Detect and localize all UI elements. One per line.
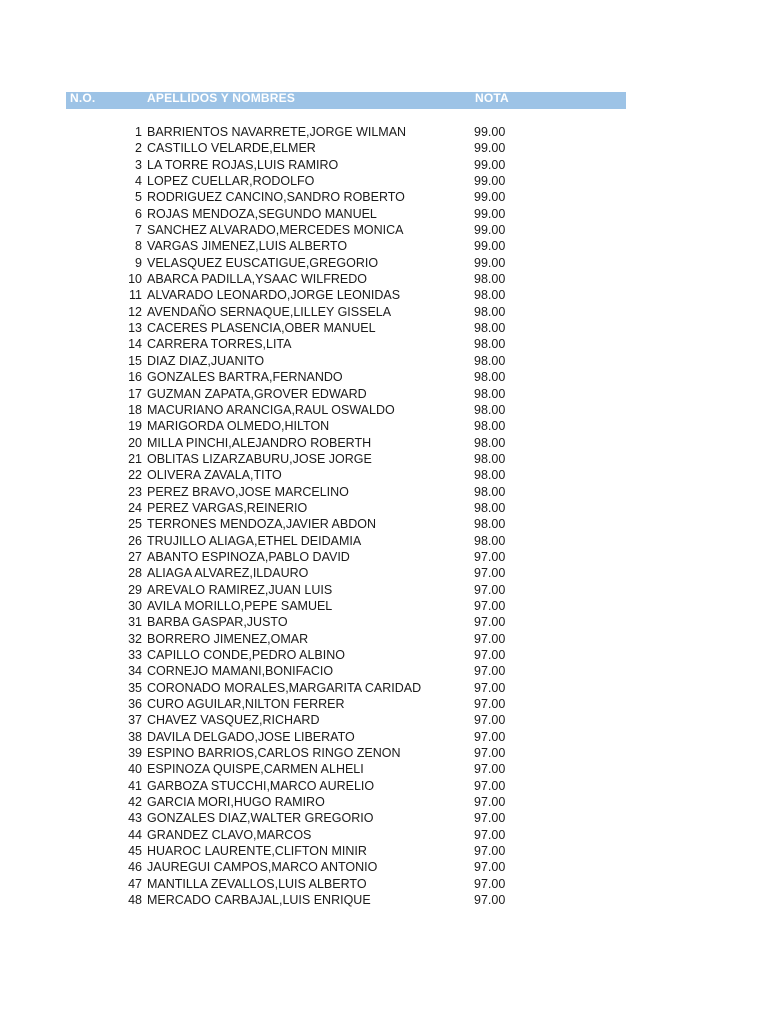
table-row: [0, 663, 768, 679]
student-name: ALIAGA ALVAREZ,ILDAURO: [147, 566, 309, 581]
student-grade: 97.00: [474, 648, 506, 662]
row-number: 23: [128, 484, 142, 499]
row-number: 1: [135, 125, 142, 139]
row-number: 22: [128, 468, 142, 483]
table-row: [0, 794, 768, 810]
table-row: [0, 271, 768, 287]
row-number: 39: [128, 746, 142, 761]
header-name: APELLIDOS Y NOMBRES: [147, 91, 296, 105]
student-grade: 97.00: [474, 844, 506, 859]
student-grade: 97.00: [474, 664, 506, 679]
student-grade: 98.00: [474, 500, 506, 515]
table-row: [0, 598, 768, 614]
student-grade: 98.00: [474, 419, 506, 434]
table-row: [0, 189, 768, 205]
student-grade: 99.00: [474, 141, 506, 156]
table-row: [0, 516, 768, 532]
student-name: OBLITAS LIZARZABURU,JOSE JORGE: [147, 451, 372, 466]
table-row: [0, 631, 768, 647]
student-grade: 97.00: [474, 713, 506, 728]
student-name: CORONADO MORALES,MARGARITA CARIDAD: [147, 680, 422, 695]
table-row: [0, 827, 768, 843]
table-row: [0, 582, 768, 598]
row-number: 16: [128, 370, 142, 385]
student-grade: 97.00: [474, 697, 506, 712]
row-number: 15: [128, 353, 142, 368]
row-number: 45: [128, 844, 142, 859]
student-grade: 97.00: [474, 795, 506, 810]
table-row: [0, 712, 768, 728]
student-grade: 99.00: [474, 157, 506, 172]
row-number: 38: [128, 729, 142, 744]
row-number: 21: [128, 451, 142, 466]
student-grade: 97.00: [474, 860, 506, 875]
row-number: 7: [135, 223, 142, 238]
table-row: [0, 336, 768, 352]
table-row: [0, 859, 768, 875]
table-row: [0, 418, 768, 434]
row-number: 12: [128, 304, 142, 319]
student-name: BARRIENTOS NAVARRETE,JORGE WILMAN: [147, 125, 407, 139]
student-grade: 98.00: [474, 288, 506, 303]
row-number: 36: [128, 697, 142, 712]
student-name: GARBOZA STUCCHI,MARCO AURELIO: [147, 778, 375, 793]
student-name: TERRONES MENDOZA,JAVIER ABDON: [147, 517, 376, 532]
row-number: 9: [135, 255, 142, 270]
student-grade: 98.00: [474, 370, 506, 385]
student-name: CAPILLO CONDE,PEDRO ALBINO: [147, 648, 345, 662]
row-number: 6: [135, 206, 142, 221]
student-grade: 97.00: [474, 549, 506, 564]
student-name: GONZALES DIAZ,WALTER GREGORIO: [147, 811, 374, 826]
student-grade: 98.00: [474, 484, 506, 499]
student-grade: 97.00: [474, 778, 506, 793]
student-grade: 97.00: [474, 631, 506, 646]
student-name: HUAROC LAURENTE,CLIFTON MINIR: [147, 844, 367, 859]
student-name: CURO AGUILAR,NILTON FERRER: [147, 697, 345, 712]
table-row: [0, 696, 768, 712]
table-row: [0, 124, 768, 140]
row-number: 19: [128, 419, 142, 434]
table-row: [0, 549, 768, 565]
student-grade: 98.00: [474, 353, 506, 368]
table-row: [0, 680, 768, 696]
student-name: AVENDAÑO SERNAQUE,LILLEY GISSELA: [147, 304, 392, 319]
student-grade: 98.00: [474, 321, 506, 336]
row-number: 48: [128, 893, 142, 908]
row-number: 41: [128, 778, 142, 793]
student-name: MILLA PINCHI,ALEJANDRO ROBERTH: [147, 435, 372, 450]
row-number: 18: [128, 402, 142, 417]
student-name: LOPEZ CUELLAR,RODOLFO: [147, 174, 315, 189]
student-name: MACURIANO ARANCIGA,RAUL OSWALDO: [147, 402, 395, 417]
student-name: ALVARADO LEONARDO,JORGE LEONIDAS: [147, 288, 401, 303]
student-name: CASTILLO VELARDE,ELMER: [147, 141, 316, 156]
student-name: ABARCA PADILLA,YSAAC WILFREDO: [147, 272, 367, 287]
row-number: 33: [128, 648, 142, 662]
table-row: [0, 533, 768, 549]
table-row: [0, 614, 768, 630]
row-number: 5: [135, 190, 142, 205]
row-number: 27: [128, 549, 142, 564]
table-row: [0, 745, 768, 761]
student-grade: 98.00: [474, 337, 506, 352]
table-row: [0, 451, 768, 467]
row-number: 32: [128, 631, 142, 646]
student-grade: 98.00: [474, 386, 506, 401]
row-number: 26: [128, 533, 142, 548]
student-name: ROJAS MENDOZA,SEGUNDO MANUEL: [147, 206, 377, 221]
student-grade: 97.00: [474, 615, 506, 630]
student-name: CARRERA TORRES,LITA: [147, 337, 292, 352]
row-number: 20: [128, 435, 142, 450]
row-number: 11: [129, 288, 142, 303]
row-number: 44: [128, 827, 142, 842]
student-name: ABANTO ESPINOZA,PABLO DAVID: [147, 549, 350, 564]
student-name: PEREZ BRAVO,JOSE MARCELINO: [147, 484, 349, 499]
table-row: [0, 320, 768, 336]
student-grade: 98.00: [474, 468, 506, 483]
table-row: [0, 467, 768, 483]
table-row: [0, 484, 768, 500]
student-grade: 98.00: [474, 402, 506, 417]
student-name: BARBA GASPAR,JUSTO: [147, 615, 288, 630]
student-name: OLIVERA ZAVALA,TITO: [147, 468, 282, 483]
row-number: 35: [128, 680, 142, 695]
student-name: MERCADO CARBAJAL,LUIS ENRIQUE: [147, 893, 371, 908]
student-name: ESPINO BARRIOS,CARLOS RINGO ZENON: [147, 746, 401, 761]
table-row: [0, 140, 768, 156]
table-row: [0, 843, 768, 859]
student-grade: 98.00: [474, 533, 506, 548]
table-row: [0, 287, 768, 303]
row-number: 25: [128, 517, 142, 532]
row-number: 2: [135, 141, 142, 156]
student-grade: 97.00: [474, 729, 506, 744]
student-grade: 99.00: [474, 190, 506, 205]
row-number: 40: [128, 762, 142, 777]
row-number: 8: [135, 239, 142, 254]
table-row: [0, 892, 768, 908]
row-number: 42: [128, 795, 142, 810]
row-number: 37: [128, 713, 142, 728]
table-row: [0, 402, 768, 418]
student-grade: 99.00: [474, 255, 506, 270]
table-row: [0, 435, 768, 451]
student-grade: 99.00: [474, 174, 506, 189]
row-number: 47: [128, 876, 142, 891]
row-number: 29: [128, 582, 142, 597]
table-row: [0, 565, 768, 581]
student-grade: 99.00: [474, 125, 506, 139]
table-row: [0, 500, 768, 516]
table-row: [0, 222, 768, 238]
student-name: VELASQUEZ EUSCATIGUE,GREGORIO: [147, 255, 379, 270]
table-row: [0, 761, 768, 777]
table-row: [0, 238, 768, 254]
student-grade: 98.00: [474, 451, 506, 466]
student-name: MARIGORDA OLMEDO,HILTON: [147, 419, 330, 434]
table-row: [0, 729, 768, 745]
student-grade: 97.00: [474, 893, 506, 908]
table-row: [0, 778, 768, 794]
student-name: AREVALO RAMIREZ,JUAN LUIS: [147, 582, 333, 597]
table-row: [0, 647, 768, 663]
student-grade: 97.00: [474, 746, 506, 761]
student-name: TRUJILLO ALIAGA,ETHEL DEIDAMIA: [147, 533, 362, 548]
student-grade: 97.00: [474, 827, 506, 842]
student-grade: 97.00: [474, 598, 506, 613]
table-row: [0, 369, 768, 385]
student-grade: 98.00: [474, 435, 506, 450]
table-row: [0, 157, 768, 173]
header-number: N.O.: [70, 91, 96, 105]
student-grade: 97.00: [474, 762, 506, 777]
student-grade: 99.00: [474, 206, 506, 221]
table-row: [0, 255, 768, 271]
student-name: GRANDEZ CLAVO,MARCOS: [147, 827, 312, 842]
student-name: SANCHEZ ALVARADO,MERCEDES MONICA: [147, 223, 404, 238]
student-name: CORNEJO MAMANI,BONIFACIO: [147, 664, 334, 679]
student-name: LA TORRE ROJAS,LUIS RAMIRO: [147, 157, 339, 172]
table-row: [0, 304, 768, 320]
table-row: [0, 386, 768, 402]
student-name: VARGAS JIMENEZ,LUIS ALBERTO: [147, 239, 348, 254]
student-grade: 97.00: [474, 811, 506, 826]
table-header: [66, 92, 626, 109]
row-number: 30: [128, 598, 142, 613]
student-name: GARCIA MORI,HUGO RAMIRO: [147, 795, 325, 810]
student-name: AVILA MORILLO,PEPE SAMUEL: [147, 598, 333, 613]
student-grade: 97.00: [474, 582, 506, 597]
student-name: JAUREGUI CAMPOS,MARCO ANTONIO: [147, 860, 378, 875]
student-name: RODRIGUEZ CANCINO,SANDRO ROBERTO: [147, 190, 405, 205]
table-row: [0, 353, 768, 369]
row-number: 46: [128, 860, 142, 875]
student-name: GONZALES BARTRA,FERNANDO: [147, 370, 343, 385]
row-number: 31: [128, 615, 142, 630]
row-number: 4: [135, 174, 142, 189]
student-grade: 97.00: [474, 876, 506, 891]
row-number: 13: [128, 321, 142, 336]
student-name: PEREZ VARGAS,REINERIO: [147, 500, 308, 515]
row-number: 34: [128, 664, 142, 679]
row-number: 28: [128, 566, 142, 581]
table-row: [0, 206, 768, 222]
student-name: DIAZ DIAZ,JUANITO: [147, 353, 265, 368]
student-name: GUZMAN ZAPATA,GROVER EDWARD: [147, 386, 367, 401]
student-grade: 99.00: [474, 223, 506, 238]
header-grade: NOTA: [475, 91, 509, 105]
student-name: CACERES PLASENCIA,OBER MANUEL: [147, 321, 376, 336]
student-list: [0, 124, 768, 909]
row-number: 3: [135, 157, 142, 172]
student-name: BORRERO JIMENEZ,OMAR: [147, 631, 309, 646]
student-grade: 98.00: [474, 517, 506, 532]
row-number: 14: [128, 337, 142, 352]
table-row: [0, 173, 768, 189]
student-grade: 98.00: [474, 272, 506, 287]
student-name: CHAVEZ VASQUEZ,RICHARD: [147, 713, 320, 728]
student-grade: 97.00: [474, 680, 506, 695]
student-name: ESPINOZA QUISPE,CARMEN ALHELI: [147, 762, 364, 777]
row-number: 17: [128, 386, 142, 401]
student-grade: 99.00: [474, 239, 506, 254]
student-grade: 98.00: [474, 304, 506, 319]
student-name: DAVILA DELGADO,JOSE LIBERATO: [147, 729, 355, 744]
student-name: MANTILLA ZEVALLOS,LUIS ALBERTO: [147, 876, 367, 891]
table-row: [0, 876, 768, 892]
table-row: [0, 810, 768, 826]
student-grade: 97.00: [474, 566, 506, 581]
row-number: 10: [128, 272, 142, 287]
row-number: 24: [128, 500, 142, 515]
row-number: 43: [128, 811, 142, 826]
